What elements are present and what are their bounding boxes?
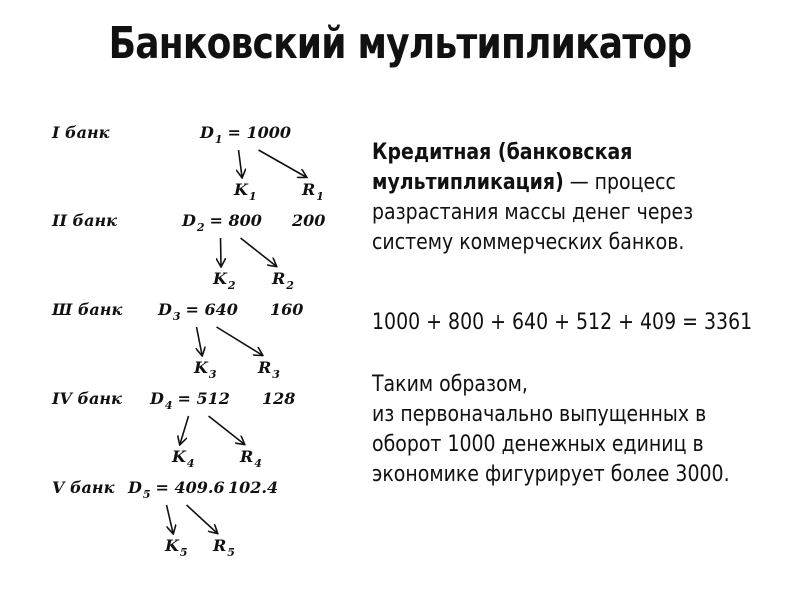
bank-label: I банк (52, 123, 110, 142)
reserve-label: R (213, 536, 227, 555)
reserve-subscript: 5 (227, 546, 235, 559)
definition-text: систему коммерческих банков. (372, 230, 685, 255)
deposit-label: D (182, 211, 196, 230)
bank-label: Ш банк (52, 300, 123, 319)
conclusion-paragraph (372, 370, 733, 490)
definition-text: — процесс (563, 170, 676, 195)
deposit-subscript: 5 (142, 488, 151, 501)
arrow-to-reserve (217, 327, 262, 355)
definition-term: мультипликация) (372, 170, 564, 195)
deposit-label: D (150, 389, 164, 408)
reserve-subscript: 1 (316, 190, 324, 203)
arrow-to-reserve (241, 238, 276, 266)
page-title: Банковский мультипликатор (108, 18, 692, 69)
credit-subscript: 2 (227, 279, 236, 292)
deposit-subscript: 1 (214, 133, 223, 146)
conclusion-line: Таким образом, (372, 372, 528, 397)
conclusion-line: экономике фигурирует более 3000. (372, 462, 730, 487)
bank-label: V банк (52, 478, 115, 497)
credit-subscript: 4 (186, 457, 195, 470)
deposit-value: = 640 (185, 300, 238, 319)
reserve-subscript: 4 (254, 457, 262, 470)
credit-label: K (165, 536, 179, 555)
credit-subscript: 5 (179, 546, 188, 559)
arrow-to-credit (239, 150, 242, 177)
deposit-value: = 512 (177, 389, 230, 408)
reserve-subscript: 2 (286, 279, 294, 292)
reserve-label: R (272, 269, 286, 288)
reserve-value: 128 (262, 389, 296, 408)
deposit-value: = 800 (209, 211, 262, 230)
definition-paragraph (372, 138, 733, 258)
deposit-subscript: 2 (196, 221, 205, 234)
reserve-label: R (258, 358, 272, 377)
conclusion-line: из первоначально выпущенных в (372, 402, 707, 427)
definition-line (372, 138, 733, 168)
arrow-to-reserve (259, 150, 306, 177)
multiplier-tree-diagram (0, 0, 360, 600)
credit-label: K (194, 358, 208, 377)
deposit-label: D (128, 478, 142, 497)
reserve-value: 160 (270, 300, 304, 319)
arrow-to-reserve (187, 505, 217, 533)
deposit-subscript: 4 (164, 399, 173, 412)
definition-line (372, 228, 733, 258)
arrow-to-credit (197, 327, 202, 355)
definition-line (372, 168, 733, 198)
credit-label: K (234, 180, 248, 199)
deposit-subscript: 3 (172, 310, 181, 323)
deposit-value: = 409.6 (155, 478, 225, 497)
reserve-label: R (240, 447, 254, 466)
definition-text: разрастания массы денег через (372, 200, 694, 225)
deposit-label: D (158, 300, 172, 319)
reserve-value: 200 (292, 211, 326, 230)
sum-equation: 1000 + 800 + 640 + 512 + 409 = 3361 (372, 310, 753, 335)
credit-label: K (213, 269, 227, 288)
arrow-to-reserve (209, 416, 244, 444)
credit-label: K (172, 447, 186, 466)
arrow-to-credit (180, 416, 189, 444)
credit-subscript: 1 (248, 190, 257, 203)
deposit-label: D (200, 123, 214, 142)
reserve-label: R (302, 180, 316, 199)
definition-term: Кредитная (банковская (372, 140, 633, 165)
bank-label: II банк (52, 211, 117, 230)
arrow-to-credit (167, 505, 173, 533)
conclusion-line: оборот 1000 денежных единиц в (372, 432, 704, 457)
definition-line (372, 198, 733, 228)
credit-subscript: 3 (208, 368, 217, 381)
bank-label: IV банк (52, 389, 122, 408)
reserve-subscript: 3 (272, 368, 280, 381)
reserve-value: 102.4 (228, 478, 279, 497)
deposit-value: = 1000 (227, 123, 292, 142)
